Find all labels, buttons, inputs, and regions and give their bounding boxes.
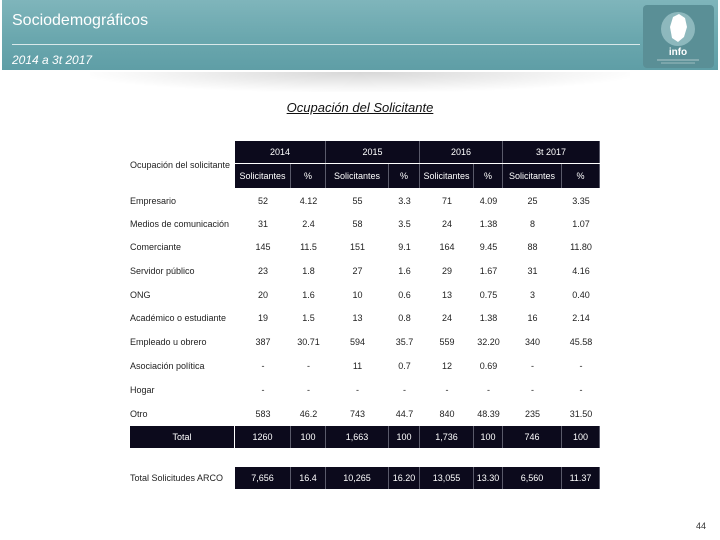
total-label: Total [130,426,234,448]
table-cell: 23 [257,266,268,276]
arco-cell: 11.37 [562,467,600,489]
total-cell: 100 [291,426,326,448]
table-cell: 2.4 [302,219,315,229]
row-label: Hogar [130,385,155,395]
table-cell: 88 [527,242,538,252]
table-cell: 55 [352,196,363,206]
table-cell: 45.58 [569,337,593,347]
table-cell: 4.16 [572,266,590,276]
slide-title: Ocupación del Solicitante [286,100,434,115]
arco-cell: 13,055 [420,467,474,489]
table-cell: 559 [439,337,455,347]
table-cell: 31 [257,219,268,229]
table-cell: - [487,385,490,395]
table-cell: 0.8 [398,313,411,323]
table-cell: 48.39 [477,409,500,419]
table-cell: 29 [441,266,452,276]
table-cell: 12 [441,361,452,371]
table-cell: 52 [257,196,268,206]
table-cell: - [403,385,406,395]
arco-cell: 6,560 [503,467,562,489]
table-cell: 44.7 [395,409,414,419]
table-cell: 0.75 [479,290,498,300]
table-cell: 743 [349,409,366,419]
table-cell: 594 [349,337,366,347]
year-header: 2016 [420,141,503,163]
header-banner [2,0,718,70]
arco-label: Total Solicitudes ARCO [130,473,224,483]
table-cell: 25 [527,196,538,206]
table-cell: 387 [255,337,271,347]
table-cell: 10 [352,290,363,300]
table-cell: 1.38 [479,219,498,229]
table-cell: 9.1 [398,242,411,252]
row-label: ONG [130,290,151,300]
table-cell: 31.50 [569,409,593,419]
table-cell: 30.71 [297,337,320,347]
table-cell: 1.8 [302,266,315,276]
row-label: Asociación política [130,361,205,371]
table-cell: 27 [352,266,363,276]
total-cell: 746 [503,426,562,448]
column-header: Solicitantes [503,164,562,188]
table-cell: - [261,361,265,371]
row-label: Servidor público [130,266,195,276]
total-cell: 100 [389,426,420,448]
table-cell: 11.80 [570,242,592,252]
year-header: 2015 [326,141,420,163]
column-header: % [562,164,600,188]
table-cell: - [579,361,583,371]
table-cell: 9.45 [479,242,498,252]
table-cell: - [261,385,265,395]
header-subtitle: 2014 a 3t 2017 [12,53,93,67]
header-shadow [90,72,630,92]
table-cell: 164 [439,242,455,252]
table-cell: - [531,385,534,395]
table-cell: 35.7 [395,337,414,347]
table-cell: 3.5 [398,219,411,229]
table-cell: 3.35 [572,196,590,206]
arco-cell: 10,265 [326,467,389,489]
table-cell: - [445,385,449,395]
table-cell: 3.3 [398,196,411,206]
column-header: % [291,164,326,188]
table-cell: - [579,385,583,395]
row-label: Empleado u obrero [130,337,207,347]
table-cell: 1.5 [302,313,315,323]
table-cell: 32.20 [477,337,500,347]
arco-cell: 16.20 [389,467,420,489]
total-cell: 1,736 [420,426,474,448]
total-cell: 100 [474,426,503,448]
table-cell: 0.69 [479,361,498,371]
table-cell: 1.07 [572,219,590,229]
table-cell: 2.14 [572,313,590,323]
table-cell: - [356,385,359,395]
row-label: Empresario [130,196,177,206]
table-cell: 11.5 [300,242,317,252]
table-cell: 1.67 [479,266,498,276]
table-cell: 235 [524,409,541,419]
table-cell: 8 [529,219,535,229]
table-cell: 71 [441,196,452,206]
arco-cell: 16.4 [291,467,326,489]
table-cell: - [531,361,534,371]
table-cell: 3 [529,290,535,300]
year-header: 2014 [235,141,326,163]
table-cell: 20 [257,290,268,300]
header-title: Sociodemográficos [12,12,149,29]
table-cell: 24 [441,313,452,323]
table-cell: 145 [255,242,271,252]
total-cell: 1260 [235,426,291,448]
column-header: % [474,164,503,188]
header-divider [12,44,640,45]
table-cell: 13 [441,290,452,300]
info-logo [643,5,714,68]
table-cell: 31 [527,266,538,276]
table-cell: - [307,385,310,395]
arco-cell: 7,656 [235,467,291,489]
table-cell: 16 [527,313,538,323]
row-label: Comerciante [130,242,182,252]
table-cell: 340 [524,337,541,347]
total-cell: 1,663 [326,426,389,448]
table-cell: 13 [352,313,363,323]
table-cell: 58 [352,219,363,229]
table-cell: 151 [349,242,366,252]
table-cell: 4.09 [479,196,498,206]
table-cell: 0.7 [398,361,411,371]
row-label: Otro [130,409,148,419]
table-cell: 4.12 [299,196,318,206]
table-cell: 46.2 [299,409,318,419]
table-cell: 1.6 [302,290,315,300]
column-header: Solicitantes [326,164,389,188]
table-cell: 11 [352,361,363,371]
table-cell: 583 [255,409,271,419]
page-number: 44 [695,521,706,531]
total-cell: 100 [562,426,600,448]
column-header: % [389,164,420,188]
table-cell: 0.6 [398,290,411,300]
arco-cell: 13.30 [474,467,503,489]
row-label: Académico o estudiante [130,313,227,323]
corner-label: Ocupación del solicitante [130,159,231,170]
table-cell: - [307,361,310,371]
table-cell: 24 [441,219,452,229]
table-cell: 1.38 [479,313,498,323]
row-label: Medios de comunicación [130,219,230,229]
column-header: Solicitantes [420,164,474,188]
table-cell: 19 [257,313,268,323]
table-cell: 0.40 [572,290,590,300]
table-cell: 1.6 [398,266,411,276]
year-header: 3t 2017 [503,141,600,163]
logo-text: info [668,47,688,58]
table-cell: 840 [439,409,455,419]
column-header: Solicitantes [235,164,291,188]
